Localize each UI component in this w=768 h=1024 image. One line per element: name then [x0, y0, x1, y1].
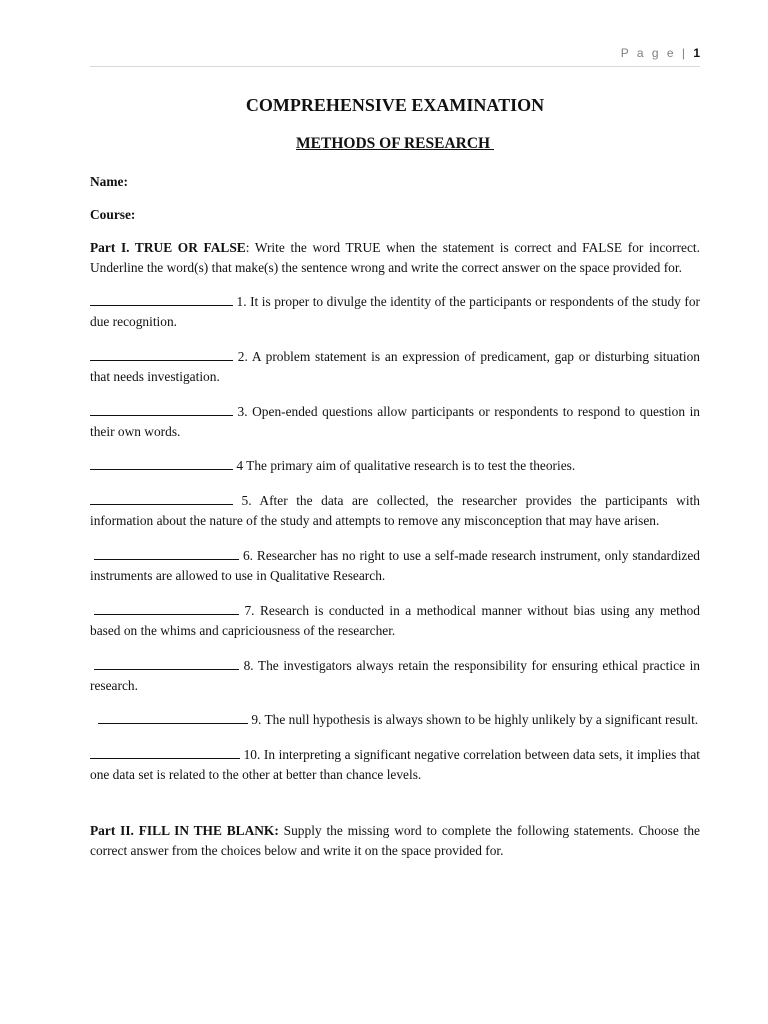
- question-6: [90, 545, 700, 586]
- section-spacer: [90, 799, 700, 821]
- document-body: [90, 172, 700, 874]
- question-text: 7. Research is conducted in a methodical manner without bias using any method based on the whims and capriciousness of the researcher.: [90, 602, 700, 638]
- answer-blank[interactable]: [90, 490, 233, 505]
- question-text: 10. In interpreting a significant negative correlation between data sets, it implies that one data set is related to the other at better than chance levels.: [90, 747, 700, 783]
- document-title: COMPREHENSIVE EXAMINATION: [245, 95, 545, 115]
- part2-instructions-text: Supply the missing word to complete the following statements. Choose the correct answer from the choices below and write it on the space provided for.: [90, 822, 700, 858]
- part1-heading: Part I. TRUE OR FALSE: [90, 240, 246, 255]
- question-text: 2. A problem statement is an expression of predicament, gap or disturbing situation that needs investigation.: [90, 348, 700, 384]
- name-field-label: Name:: [90, 174, 128, 189]
- question-3: [90, 401, 700, 442]
- answer-blank[interactable]: [94, 545, 239, 560]
- answer-blank[interactable]: [90, 346, 233, 361]
- page-number: 1: [693, 46, 700, 60]
- question-text: 5. After the data are collected, the researcher provides the participants with information about the nature of the study and attempts to remove any misconception that may have arisen.: [90, 493, 700, 529]
- part1-instructions-text: : Write the word TRUE when the statement is correct and FALSE for incorrect. Underline the word(s) that make(s) the sentence wrong and write the correct answer on the space provided for.: [90, 240, 700, 275]
- question-10: [90, 744, 700, 785]
- header-divider: [90, 66, 700, 67]
- question-2: [90, 346, 700, 387]
- page-header: [90, 46, 700, 60]
- question-text: 6. Researcher has no right to use a self-made research instrument, only standardized instruments are allowed to use in Qualitative Research.: [90, 547, 700, 583]
- page-label: P a g e |: [620, 46, 688, 60]
- part2-heading: Part II. FILL IN THE BLANK:: [90, 822, 279, 838]
- question-1: [90, 291, 700, 332]
- question-9: [90, 709, 700, 730]
- question-5: [90, 490, 700, 531]
- question-text: 8. The investigators always retain the responsibility for ensuring ethical practice in research.: [90, 657, 700, 693]
- answer-blank[interactable]: [90, 455, 233, 470]
- answer-blank[interactable]: [98, 709, 248, 724]
- question-text: 9. The null hypothesis is always shown to be highly unlikely by a significant result.: [248, 712, 699, 728]
- answer-blank[interactable]: [90, 291, 233, 306]
- answer-blank[interactable]: [90, 401, 233, 416]
- question-4: [90, 455, 700, 476]
- question-7: [90, 600, 700, 641]
- answer-blank[interactable]: [94, 600, 239, 615]
- question-text: 1. It is proper to divulge the identity of the participants or respondents of the study for due recognition.: [90, 294, 700, 329]
- part2-instructions: [90, 821, 700, 861]
- answer-blank[interactable]: [94, 655, 239, 670]
- answer-blank[interactable]: [90, 744, 240, 759]
- question-text: 4 The primary aim of qualitative research is to test the theories.: [233, 458, 576, 474]
- course-field-label: Course:: [90, 207, 136, 222]
- document-subtitle: METHODS OF RESEARCH: [296, 135, 494, 152]
- part1-instructions: [90, 238, 700, 278]
- question-8: [90, 655, 700, 696]
- question-text: 3. Open-ended questions allow participants or respondents to respond to question in their own words.: [90, 403, 700, 439]
